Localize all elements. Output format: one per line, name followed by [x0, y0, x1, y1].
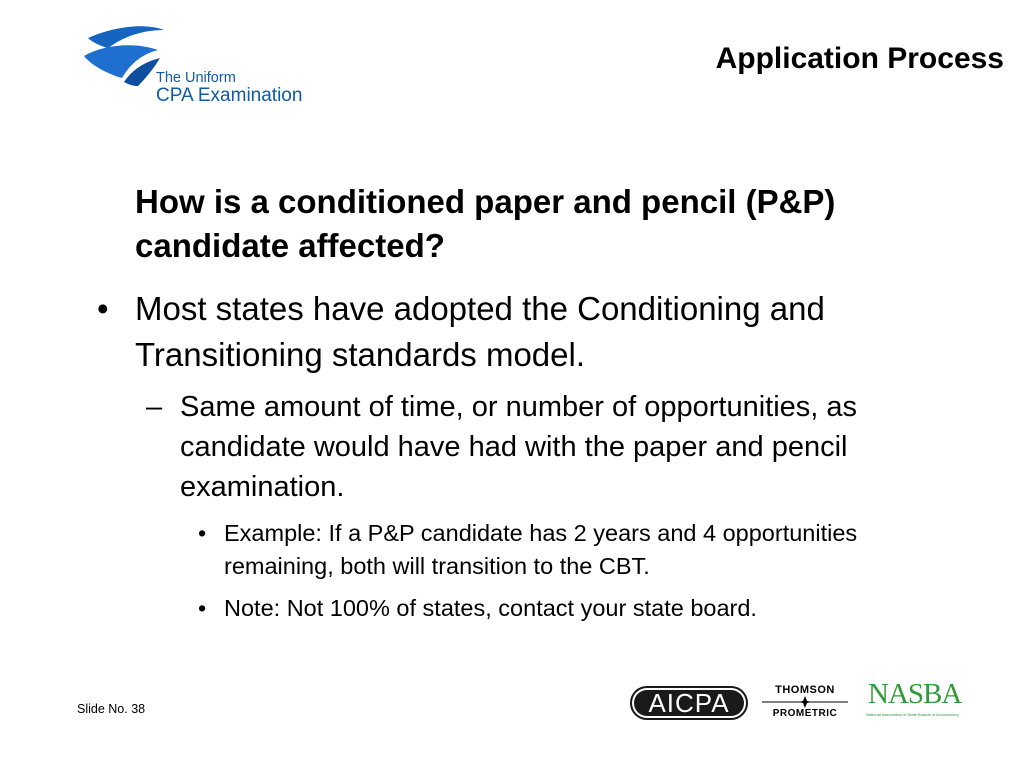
bullet-marker: • [97, 290, 109, 327]
bullet-level-3-example [198, 517, 944, 583]
bullet-level-1 [97, 286, 925, 378]
bullet-marker: • [198, 595, 207, 621]
prometric-logo-text: PROMETRIC [772, 708, 838, 719]
logo-line-2: CPA Examination [156, 85, 303, 106]
thomson-prometric-logo [762, 684, 848, 724]
question-heading: How is a conditioned paper and pencil (P&P) candidate affected? [135, 183, 836, 264]
bullet-text: Most states have adopted the Conditioning and Transitioning standards model. [135, 290, 825, 373]
nasba-logo [866, 678, 970, 720]
bullet-marker: – [146, 391, 163, 423]
logo-line-1: The Uniform [156, 70, 236, 86]
nasba-tagline: National Association of State Boards of Accountancy [866, 712, 959, 717]
star-divider-icon [762, 696, 848, 708]
bullet-level-2 [146, 387, 960, 507]
bullet-level-3-note [198, 592, 944, 625]
cpa-exam-logo [80, 20, 310, 110]
bullet-text: Note: Not 100% of states, contact your state board. [224, 595, 757, 621]
aicpa-logo: AICPA [630, 686, 748, 720]
nasba-logo-text: NASBA [868, 678, 962, 710]
slide-title: Application Process [715, 42, 1004, 75]
slide-number: Slide No. 38 [77, 702, 146, 716]
thomson-logo-text: THOMSON [775, 684, 835, 696]
bullet-text: Example: If a P&P candidate has 2 years and 4 opportunities remaining, both will transition to the CBT. [224, 520, 858, 579]
bullet-text: Same amount of time, or number of opportunities, as candidate would have had with the paper and pencil examination. [180, 391, 858, 503]
bullet-marker: • [198, 520, 207, 546]
